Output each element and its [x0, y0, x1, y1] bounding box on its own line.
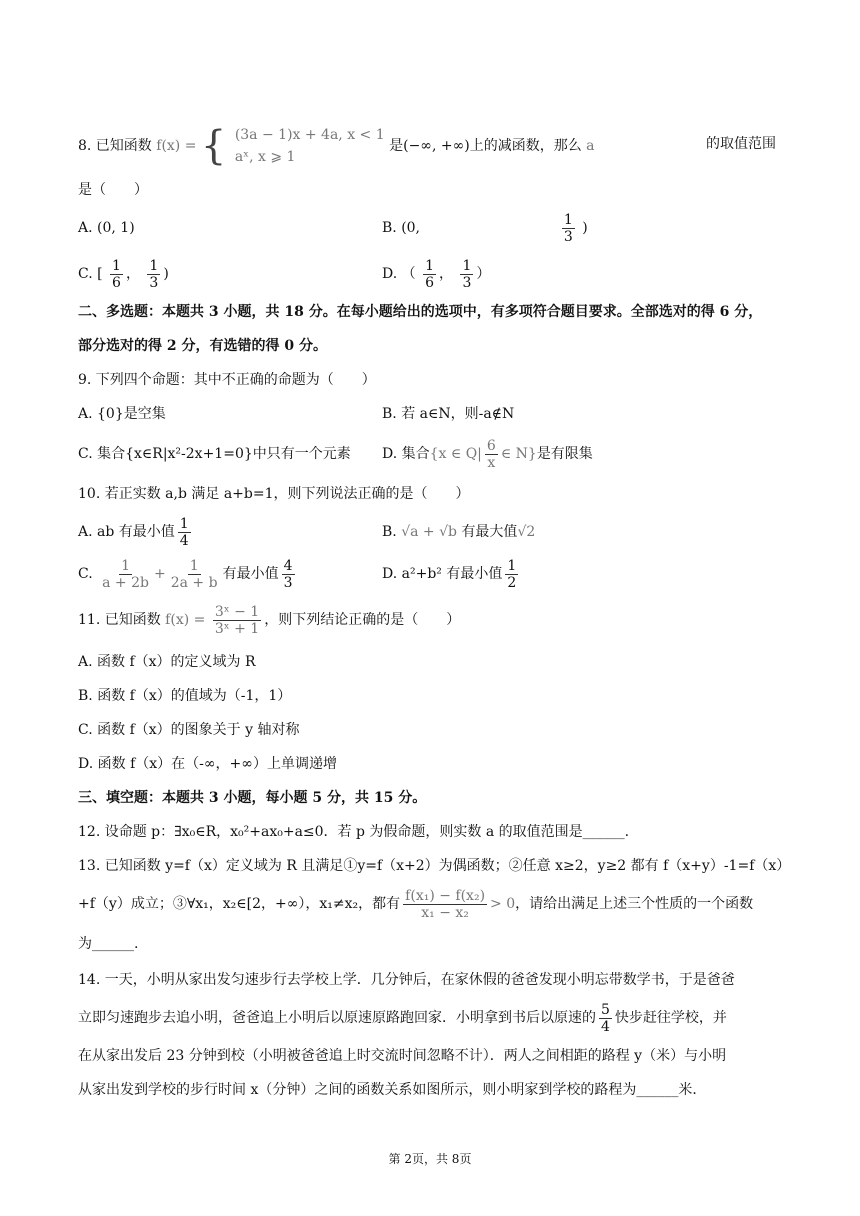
q9-option-a: A. {0}是空集 — [78, 406, 166, 422]
q13-line2: +f（y）成立；③∀x₁，x₂∈[2，+∞），x₁≠x₂，都有 $\frac{\text{f(x₁) − f(x₂)}}{\text{x₁ − x₂}}$ > 0，请给出满足上述三个性质的一个函数 — [78, 887, 754, 921]
q8-mid: 是(−∞, +∞)上的减函数，那么 — [389, 138, 582, 154]
q10-option-b: B. √a + √b 有最大值√2 — [382, 524, 536, 540]
q8-option-b — [382, 210, 588, 246]
q9-option-c: C. 集合{x∈R|x²-2x+1=0}中只有一个元素 — [78, 446, 351, 462]
q14-line3: 在从家出发后 23 分钟到校（小明被爸爸追上时交流时间忽略不计）．两人之间相距的路程 y（米）与小明 — [78, 1048, 727, 1064]
q8-option-c-frac1: $\frac{1}{6}$ — [112, 257, 121, 291]
section2-line1: 二、多选题：本题共 3 小题，共 18 分。在每小题给出的选项中，有多项符合题目要求。全部选对的得 6 分， — [78, 304, 763, 320]
q11-stem: 11. 已知函数 f(x) = $\frac{\text{3ˣ − 1}}{\text{3ˣ + 1}}$ ，则下列结论正确的是（ ） — [78, 603, 461, 637]
q8-case1: (3a − 1)x + 4a, x < 1 — [234, 127, 385, 143]
page-footer: 第 2页，共 8页 — [388, 1152, 472, 1166]
q14-frac: $\frac{5}{4}$ — [601, 1001, 610, 1035]
q9-option-b: B. 若 a∈N，则-a∉N — [382, 406, 515, 422]
q8-line2: 是（ ） — [78, 182, 148, 198]
q8-fx: f(x) = — [156, 138, 197, 154]
q10-option-c-frac2: $\frac{1}{2a + b}$ — [170, 557, 218, 591]
q10-option-d: D. a²+b² 有最小值 $\frac{1}{2}$ — [382, 557, 517, 591]
q8-cases — [235, 124, 385, 168]
q10-option-a: A. ab 有最小值 $\frac{1}{4}$ — [78, 515, 189, 549]
q10-option-d-frac: $\frac{1}{2}$ — [507, 557, 517, 591]
q8-option-d-frac2: $\frac{1}{3}$ — [462, 257, 472, 291]
q8-option-b-suffix: ) — [582, 220, 588, 236]
q9-stem: 9. 下列四个命题：其中不正确的命题为（ ） — [78, 372, 376, 388]
q8-option-c: C. [ $\frac{1}{6}$ ， $\frac{1}{3}$ ) — [78, 257, 169, 291]
q9-option-d-frac: $\frac{6}{x}$ — [486, 437, 496, 471]
q8-option-d-frac1: $\frac{1}{6}$ — [425, 257, 435, 291]
q9-option-d: D. 集合{x ∈ Q| $\frac{6}{x}$ ∈ N}是有限集 — [382, 437, 593, 471]
q8-option-d: D. （ $\frac{1}{6}$ ， $\frac{1}{3}$ ） — [382, 257, 491, 291]
q8-tail: 的取值范围 — [706, 136, 776, 152]
q11-option-d: D. 函数 f（x）在（-∞，+∞）上单调递增 — [78, 756, 337, 772]
q11-option-a: A. 函数 f（x）的定义域为 R — [78, 654, 256, 670]
section3-title: 三、填空题：本题共 3 小题，每小题 5 分，共 15 分。 — [78, 790, 427, 806]
q14-line2: 立即匀速跑步去追小明，爸爸追上小明后以原速原路跑回家．小明拿到书后以原速的 $\frac{5}{4}$ 快步赶往学校，并 — [78, 1001, 727, 1035]
q11-option-b: B. 函数 f（x）的值域为（-1，1） — [78, 688, 292, 704]
section2-line2: 部分选对的得 2 分，有选错的得 0 分。 — [78, 338, 327, 354]
q8-brace: { — [200, 123, 227, 169]
q10-stem: 10. 若正实数 a,b 满足 a+b=1，则下列说法正确的是（ ） — [78, 486, 470, 502]
q8-prefix: 8. 已知函数 — [78, 138, 152, 154]
q11-frac: $\frac{\text{3ˣ − 1}}{\text{3ˣ + 1}}$ — [214, 603, 260, 637]
q12-text: 12. 设命题 p：∃x₀∈R，x₀²+ax₀+a≤0．若 p 为假命题，则实数 a 的取值范围是______. — [78, 824, 630, 840]
q14-line4: 从家出发到学校的步行时间 x（分钟）之间的函数关系如图所示，则小明家到学校的路程为______米． — [78, 1082, 707, 1098]
q8-var-a: a — [586, 138, 595, 154]
q8-option-b-frac: $\frac{1}{3}$ — [563, 211, 573, 245]
q10-option-a-frac: $\frac{1}{4}$ — [179, 515, 189, 549]
q14-line1: 14. 一天，小明从家出发匀速步行去学校上学．几分钟后，在家休假的爸爸发现小明忘带数学书，于是爸爸 — [78, 972, 735, 988]
q13-line3: 为______. — [78, 936, 139, 952]
q8-option-b-prefix: B. (0, — [382, 220, 421, 236]
q10-option-c-frac3: $\frac{4}{3}$ — [283, 557, 293, 591]
q8-case2: aˣ, x ⩾ 1 — [234, 149, 296, 165]
q13-frac: $\frac{\text{f(x₁) − f(x₂)}}{\text{x₁ − x₂}}$ — [405, 887, 486, 921]
q8-option-a: A. (0, 1) — [78, 220, 135, 236]
q11-option-c: C. 函数 f（x）的图象关于 y 轴对称 — [78, 722, 300, 738]
q10-option-c-frac1: $\frac{1}{a + 2b}$ — [102, 557, 149, 591]
q13-line1: 13. 已知函数 y=f（x）定义域为 R 且满足①y=f（x+2）为偶函数；②任意 x≥2，y≥2 都有 f（x+y）-1=f（x） — [78, 858, 791, 874]
q10-option-c: C. $\frac{1}{a + 2b}$ + $\frac{1}{2a + b}$ 有最小值 $\frac{4}{3}$ — [78, 557, 293, 591]
q8-stem — [78, 124, 595, 168]
q8-option-c-frac2: $\frac{1}{3}$ — [149, 257, 159, 291]
